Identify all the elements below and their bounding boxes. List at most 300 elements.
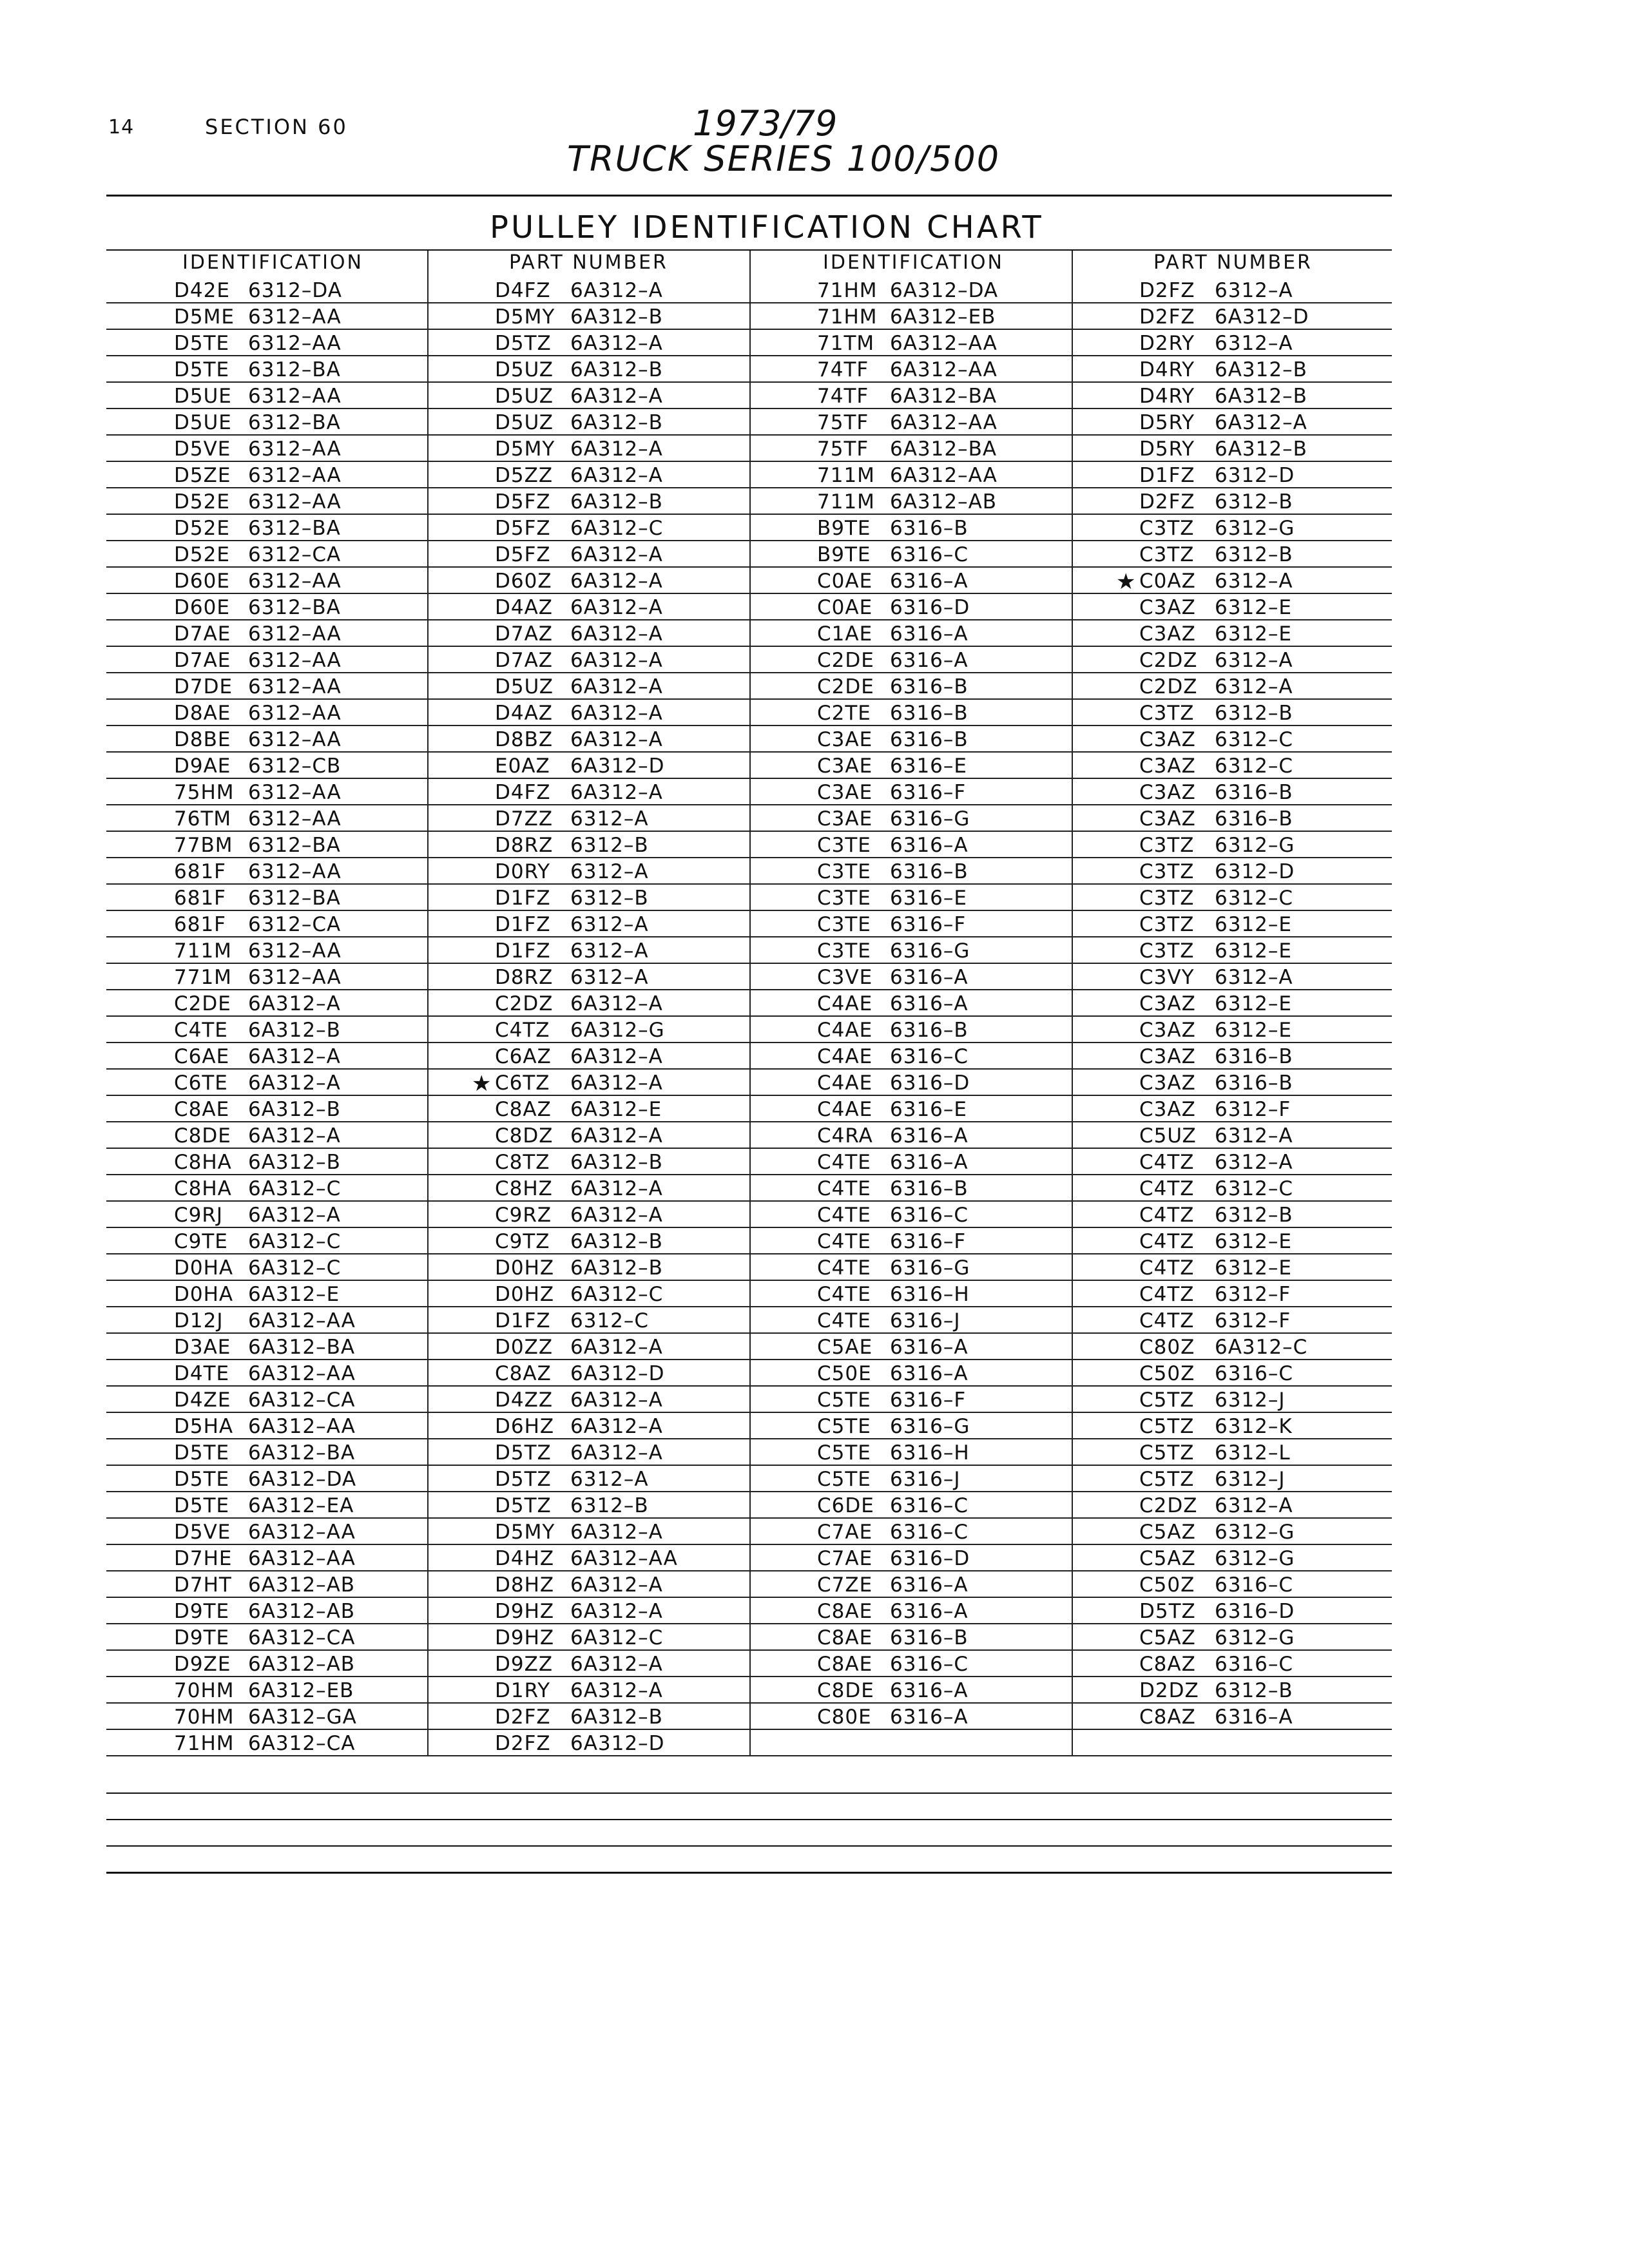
table-row xyxy=(1072,1253,1392,1281)
part-number: 6312–C xyxy=(1215,1177,1294,1200)
table-row xyxy=(749,936,1072,964)
part-number: 6316–A xyxy=(890,1706,969,1729)
identification-code: 681F xyxy=(174,913,227,936)
part-number: 6A312–CA xyxy=(248,1626,356,1649)
identification-code: C3AE xyxy=(817,807,873,831)
identification-code: D5ME xyxy=(174,305,235,329)
part-number: 6316–B xyxy=(890,860,969,883)
table-row xyxy=(749,1280,1072,1307)
part-number: 6A312–A xyxy=(570,675,663,698)
table-row xyxy=(1072,698,1392,726)
part-number: 6A312–AA xyxy=(890,411,998,434)
part-number: 6312–A xyxy=(570,1468,649,1491)
part-number: 6312–G xyxy=(1215,1547,1295,1570)
identification-code: D5FZ xyxy=(495,490,551,514)
identification-code: C9TE xyxy=(174,1230,228,1253)
table-row xyxy=(1072,751,1392,779)
part-number: 6312–AA xyxy=(248,305,342,329)
part-number: 6312–AA xyxy=(248,675,342,698)
table-row xyxy=(749,1623,1072,1651)
table-row xyxy=(427,1597,749,1624)
part-number: 6A312–A xyxy=(570,385,663,408)
table-row xyxy=(106,540,427,568)
part-number: 6312–AA xyxy=(248,464,342,487)
identification-code: C3AE xyxy=(817,728,873,751)
part-number: 6A312–AB xyxy=(248,1600,356,1623)
identification-code: C5TE xyxy=(817,1441,871,1465)
part-number: 6312–C xyxy=(1215,728,1294,751)
part-number: 6316–B xyxy=(890,1177,969,1200)
part-number: 6316–A xyxy=(890,966,969,989)
identification-code: D2DZ xyxy=(1139,1679,1199,1702)
table-row xyxy=(427,1200,749,1228)
part-number: 6A312–A xyxy=(248,1204,341,1227)
identification-code: D9ZE xyxy=(174,1653,231,1676)
identification-code: D4ZE xyxy=(174,1389,231,1412)
part-number: 6A312–A xyxy=(570,279,663,302)
part-number: 6316–C xyxy=(890,1045,969,1068)
table-row xyxy=(1072,1570,1392,1598)
identification-code: C8DE xyxy=(817,1679,874,1702)
identification-code: C80E xyxy=(817,1706,872,1729)
identification-code: C2DE xyxy=(174,992,231,1015)
identification-code: D9ZZ xyxy=(495,1653,554,1676)
identification-code: C5TE xyxy=(817,1415,871,1438)
part-number: 6312–BA xyxy=(248,596,341,619)
identification-code: D2FZ xyxy=(1139,279,1195,302)
table-row xyxy=(106,1412,427,1439)
table-row xyxy=(106,1200,427,1228)
identification-code: C5AZ xyxy=(1139,1547,1196,1570)
part-number: 6312–BA xyxy=(248,517,341,540)
identification-code: C5TE xyxy=(817,1468,871,1491)
table-row xyxy=(749,1359,1072,1387)
part-number: 6312–A xyxy=(1215,1124,1293,1148)
table-row xyxy=(1072,1438,1392,1466)
identification-code: C3AE xyxy=(817,754,873,778)
part-number: 6312–C xyxy=(570,1309,650,1332)
part-number: 6A312–C xyxy=(248,1256,342,1280)
part-number: 6312–AA xyxy=(248,860,342,883)
part-number: 6316–A xyxy=(890,1679,969,1702)
table-row xyxy=(1072,1121,1392,1149)
part-number: 6312–B xyxy=(570,834,649,857)
part-number: 6A312–BA xyxy=(248,1336,356,1359)
table-row xyxy=(749,1385,1072,1413)
part-number: 6A312–D xyxy=(570,1362,665,1385)
table-row xyxy=(1072,804,1392,832)
identification-code: C4TE xyxy=(817,1177,871,1200)
part-number: 6316–A xyxy=(890,1573,969,1597)
table-row xyxy=(749,1676,1072,1704)
table-row xyxy=(1072,936,1392,964)
column-divider xyxy=(427,251,429,1755)
identification-code: D12J xyxy=(174,1309,224,1332)
table-row xyxy=(1072,1227,1392,1254)
part-number: 6A312–AA xyxy=(570,1547,678,1570)
part-number: 6316–A xyxy=(890,1151,969,1174)
table-row xyxy=(749,329,1072,356)
table-row xyxy=(749,1517,1072,1545)
table-row xyxy=(106,751,427,779)
table-row xyxy=(106,302,427,330)
table-row xyxy=(1072,1385,1392,1413)
part-number: 6A312–CA xyxy=(248,1732,356,1755)
table-row xyxy=(749,883,1072,911)
document-title: TRUCK SERIES 100/500 xyxy=(567,139,1001,179)
table-row xyxy=(106,1597,427,1624)
part-number: 6A312–BA xyxy=(890,385,998,408)
table-row xyxy=(749,1570,1072,1598)
identification-code: C2DE xyxy=(817,675,874,698)
table-row xyxy=(106,619,427,647)
part-number: 6A312–A xyxy=(570,1653,663,1676)
identification-code: C3AZ xyxy=(1139,807,1196,831)
table-row xyxy=(1072,1359,1392,1387)
part-number: 6A312–C xyxy=(570,1626,664,1649)
part-number: 6A312–D xyxy=(570,1732,665,1755)
part-number: 6316–G xyxy=(890,807,970,831)
identification-code: C80Z xyxy=(1139,1336,1195,1359)
part-number: 6A312–A xyxy=(570,1521,663,1544)
identification-code: C7AE xyxy=(817,1521,873,1544)
table-row xyxy=(106,1042,427,1070)
identification-code: D5FZ xyxy=(495,543,551,566)
table-row xyxy=(427,1280,749,1307)
identification-code: 711M xyxy=(817,490,875,514)
identification-code: D1FZ xyxy=(495,913,551,936)
identification-code: C5AZ xyxy=(1139,1521,1196,1544)
identification-code: C4RA xyxy=(817,1124,873,1148)
blank-rule xyxy=(106,1792,1392,1794)
table-row xyxy=(106,698,427,726)
part-number: 6312–AA xyxy=(248,622,342,646)
identification-code: D2RY xyxy=(1139,332,1195,355)
identification-code: C5TE xyxy=(817,1389,871,1412)
part-number: 6312–E xyxy=(1215,913,1292,936)
part-number: 6A312–E xyxy=(248,1283,340,1306)
table-row xyxy=(427,910,749,937)
part-number: 6316–B xyxy=(890,517,969,540)
part-number: 6A312–AB xyxy=(248,1573,356,1597)
identification-code: C3TE xyxy=(817,939,871,963)
identification-code: C3AZ xyxy=(1139,1045,1196,1068)
part-number: 6312–E xyxy=(1215,1256,1292,1280)
identification-code: D5HA xyxy=(174,1415,234,1438)
table-row xyxy=(427,883,749,911)
table-row xyxy=(106,1095,427,1122)
identification-code: D5TE xyxy=(174,1441,230,1465)
identification-code: D52E xyxy=(174,543,230,566)
part-number: 6A312–C xyxy=(248,1230,342,1253)
table-row xyxy=(1072,1517,1392,1545)
part-number: 6312–D xyxy=(1215,464,1295,487)
table-row xyxy=(106,989,427,1017)
table-bottom-rule xyxy=(106,1872,1392,1874)
identification-code: C8AE xyxy=(817,1600,873,1623)
identification-code: D60Z xyxy=(495,570,552,593)
table-row xyxy=(749,408,1072,436)
identification-code: C3AZ xyxy=(1139,992,1196,1015)
table-row xyxy=(427,989,749,1017)
table-row xyxy=(1072,1200,1392,1228)
identification-code: D8AE xyxy=(174,702,231,725)
part-number: 6A312–A xyxy=(248,1124,341,1148)
part-number: 6A312–AA xyxy=(248,1547,356,1570)
table-row xyxy=(106,1068,427,1096)
part-number: 6A312–C xyxy=(570,1283,664,1306)
identification-code: C3AE xyxy=(817,781,873,804)
part-number: 6312–AA xyxy=(248,385,342,408)
table-row xyxy=(427,1623,749,1651)
part-number: 6312–AA xyxy=(248,437,342,461)
part-number: 6316–F xyxy=(890,1389,967,1412)
part-number: 6A312–B xyxy=(570,1230,663,1253)
table-row xyxy=(427,1359,749,1387)
identification-code: D0HA xyxy=(174,1283,234,1306)
identification-code: 71HM xyxy=(174,1732,235,1755)
identification-code: D5TZ xyxy=(495,1494,552,1517)
table-row xyxy=(1072,1068,1392,1096)
identification-code: 70HM xyxy=(174,1706,235,1729)
identification-code: D5VE xyxy=(174,1521,231,1544)
identification-code: D4HZ xyxy=(495,1547,555,1570)
part-number: 6A312–B xyxy=(1215,358,1307,381)
part-number: 6316–C xyxy=(890,543,969,566)
table-row xyxy=(1072,646,1392,673)
table-row xyxy=(427,804,749,832)
identification-code: B9TE xyxy=(817,517,871,540)
table-row xyxy=(106,1148,427,1175)
identification-code: C5UZ xyxy=(1139,1124,1197,1148)
part-number: 6312–A xyxy=(1215,1494,1293,1517)
table-row xyxy=(1072,1491,1392,1519)
part-number: 6312–F xyxy=(1215,1098,1291,1121)
identification-code: C8AZ xyxy=(495,1362,552,1385)
part-number: 6A312–DA xyxy=(248,1468,357,1491)
identification-code: D52E xyxy=(174,517,230,540)
identification-code: D5TZ xyxy=(495,1468,552,1491)
part-number: 6A312–AA xyxy=(248,1309,356,1332)
table-row xyxy=(749,646,1072,673)
table-row xyxy=(427,408,749,436)
part-number: 6A312–AA xyxy=(890,332,998,355)
part-number: 6312–A xyxy=(1215,649,1293,672)
identification-code: 71HM xyxy=(817,305,878,329)
part-number: 6316–A xyxy=(890,1336,969,1359)
identification-code: C5AE xyxy=(817,1336,873,1359)
table-row xyxy=(106,1649,427,1677)
part-number: 6312–A xyxy=(1215,675,1293,698)
table-row xyxy=(427,302,749,330)
part-number: 6312–CA xyxy=(248,543,342,566)
table-row xyxy=(1072,1280,1392,1307)
part-number: 6A312–A xyxy=(570,1415,663,1438)
part-number: 6A312–B xyxy=(570,411,663,434)
part-number: 6A312–A xyxy=(570,992,663,1015)
part-number: 6A312–A xyxy=(570,1389,663,1412)
part-number: 6316–D xyxy=(890,1547,970,1570)
table-row xyxy=(749,910,1072,937)
part-number: 6312–E xyxy=(1215,622,1292,646)
part-number: 6312–AA xyxy=(248,807,342,831)
table-row xyxy=(106,461,427,488)
identification-code: D7HE xyxy=(174,1547,233,1570)
identification-code: D5TZ xyxy=(1139,1600,1196,1623)
identification-code: D5UZ xyxy=(495,358,554,381)
table-row xyxy=(106,514,427,541)
identification-code: D4FZ xyxy=(495,781,551,804)
part-number: 6A312–B xyxy=(1215,385,1307,408)
identification-code: D5UZ xyxy=(495,385,554,408)
part-number: 6A312–EB xyxy=(890,305,996,329)
identification-code: D5RY xyxy=(1139,437,1195,461)
identification-code: D0HZ xyxy=(495,1256,555,1280)
part-number: 6312–E xyxy=(1215,1019,1292,1042)
table-row xyxy=(749,302,1072,330)
table-row xyxy=(749,434,1072,462)
identification-code: C4TZ xyxy=(1139,1204,1195,1227)
table-row xyxy=(427,566,749,594)
table-row xyxy=(749,725,1072,753)
table-row xyxy=(427,1068,749,1096)
identification-code: C5TZ xyxy=(1139,1415,1195,1438)
table-row xyxy=(1072,302,1392,330)
part-number: 6312–B xyxy=(1215,702,1293,725)
part-number: 6A312–AA xyxy=(248,1362,356,1385)
table-row xyxy=(427,1412,749,1439)
table-row xyxy=(427,646,749,673)
identification-code: C8TZ xyxy=(495,1151,550,1174)
table-row xyxy=(749,566,1072,594)
table-row xyxy=(427,487,749,515)
identification-code: C4TZ xyxy=(1139,1283,1195,1306)
identification-code: D4RY xyxy=(1139,358,1195,381)
part-number: 6312–A xyxy=(1215,1151,1293,1174)
table-row xyxy=(749,1068,1072,1096)
identification-code: D7ZZ xyxy=(495,807,554,831)
part-number: 6316–B xyxy=(890,1626,969,1649)
table-row xyxy=(427,1491,749,1519)
table-row xyxy=(1072,1729,1392,1756)
table-row xyxy=(427,1253,749,1281)
table-row xyxy=(1072,1544,1392,1571)
star-icon: ★ xyxy=(1116,569,1136,595)
identification-code: C4TE xyxy=(817,1204,871,1227)
identification-code: C50Z xyxy=(1139,1573,1195,1597)
table-row xyxy=(749,672,1072,700)
part-number: 6A312–E xyxy=(570,1098,662,1121)
part-number: 6316–E xyxy=(890,887,967,910)
part-number: 6316–A xyxy=(890,622,969,646)
part-number: 6A312–B xyxy=(570,1706,663,1729)
table-row xyxy=(749,514,1072,541)
table-row xyxy=(106,1465,427,1492)
identification-code: C2DZ xyxy=(1139,1494,1198,1517)
column-header: PART NUMBER xyxy=(509,251,668,274)
table-row xyxy=(1072,593,1392,620)
table-row xyxy=(749,1412,1072,1439)
table-row xyxy=(106,1174,427,1202)
part-number: 6316–B xyxy=(890,1019,969,1042)
identification-code: D0ZZ xyxy=(495,1336,554,1359)
identification-code: C3TE xyxy=(817,860,871,883)
identification-code: C7ZE xyxy=(817,1573,873,1597)
part-number: 6312–A xyxy=(570,913,649,936)
table-row xyxy=(106,434,427,462)
table-row xyxy=(427,751,749,779)
table-row xyxy=(749,698,1072,726)
identification-code: D8BE xyxy=(174,728,231,751)
table-row xyxy=(427,461,749,488)
part-number: 6A312–A xyxy=(570,649,663,672)
table-row xyxy=(427,1332,749,1360)
star-icon: ★ xyxy=(472,1071,492,1097)
identification-code: C2DZ xyxy=(1139,649,1198,672)
identification-code: C8AE xyxy=(817,1653,873,1676)
table-row xyxy=(749,1597,1072,1624)
part-number: 6312–J xyxy=(1215,1468,1286,1491)
part-number: 6A312–A xyxy=(570,1204,663,1227)
table-row xyxy=(749,1649,1072,1677)
part-number: 6312–AA xyxy=(248,490,342,514)
identification-code: C4TZ xyxy=(1139,1177,1195,1200)
table-row xyxy=(749,1253,1072,1281)
table-row xyxy=(427,540,749,568)
identification-code: C3TZ xyxy=(1139,939,1195,963)
part-number: 6A312–AB xyxy=(890,490,998,514)
part-number: 6312–AA xyxy=(248,702,342,725)
part-number: 6312–A xyxy=(1215,279,1293,302)
table-row xyxy=(1072,381,1392,409)
table-row xyxy=(427,381,749,409)
table-row xyxy=(427,1015,749,1043)
table-row xyxy=(749,619,1072,647)
identification-code: C3AZ xyxy=(1139,1098,1196,1121)
identification-code: C5TZ xyxy=(1139,1468,1195,1491)
part-number: 6A312–B xyxy=(248,1098,341,1121)
part-number: 6312–J xyxy=(1215,1389,1286,1412)
part-number: 6A312–A xyxy=(248,1045,341,1068)
identification-code: D5ZE xyxy=(174,464,231,487)
identification-code: C8HZ xyxy=(495,1177,553,1200)
table-row xyxy=(427,725,749,753)
part-number: 6A312–A xyxy=(570,1600,663,1623)
part-number: 6312–AA xyxy=(248,939,342,963)
column-header: IDENTIFICATION xyxy=(823,251,1004,274)
identification-code: C3TZ xyxy=(1139,913,1195,936)
identification-code: C9RJ xyxy=(174,1204,224,1227)
part-number: 6316–G xyxy=(890,1256,970,1280)
identification-code: C4AE xyxy=(817,1072,873,1095)
table-row xyxy=(427,434,749,462)
identification-code: D5TZ xyxy=(495,332,552,355)
identification-code: D1FZ xyxy=(495,887,551,910)
part-number: 6312–G xyxy=(1215,1521,1295,1544)
identification-code: D5TE xyxy=(174,1494,230,1517)
identification-code: D5UZ xyxy=(495,411,554,434)
table-row xyxy=(1072,461,1392,488)
table-row xyxy=(106,1332,427,1360)
table-row xyxy=(106,725,427,753)
part-number: 6316–B xyxy=(1215,781,1293,804)
part-number: 6316–B xyxy=(890,675,969,698)
part-number: 6312–G xyxy=(1215,1626,1295,1649)
identification-code: D5TE xyxy=(174,358,230,381)
part-number: 6316–A xyxy=(890,1600,969,1623)
part-number: 6312–DA xyxy=(248,279,342,302)
part-number: 6A312–AA xyxy=(248,1521,356,1544)
